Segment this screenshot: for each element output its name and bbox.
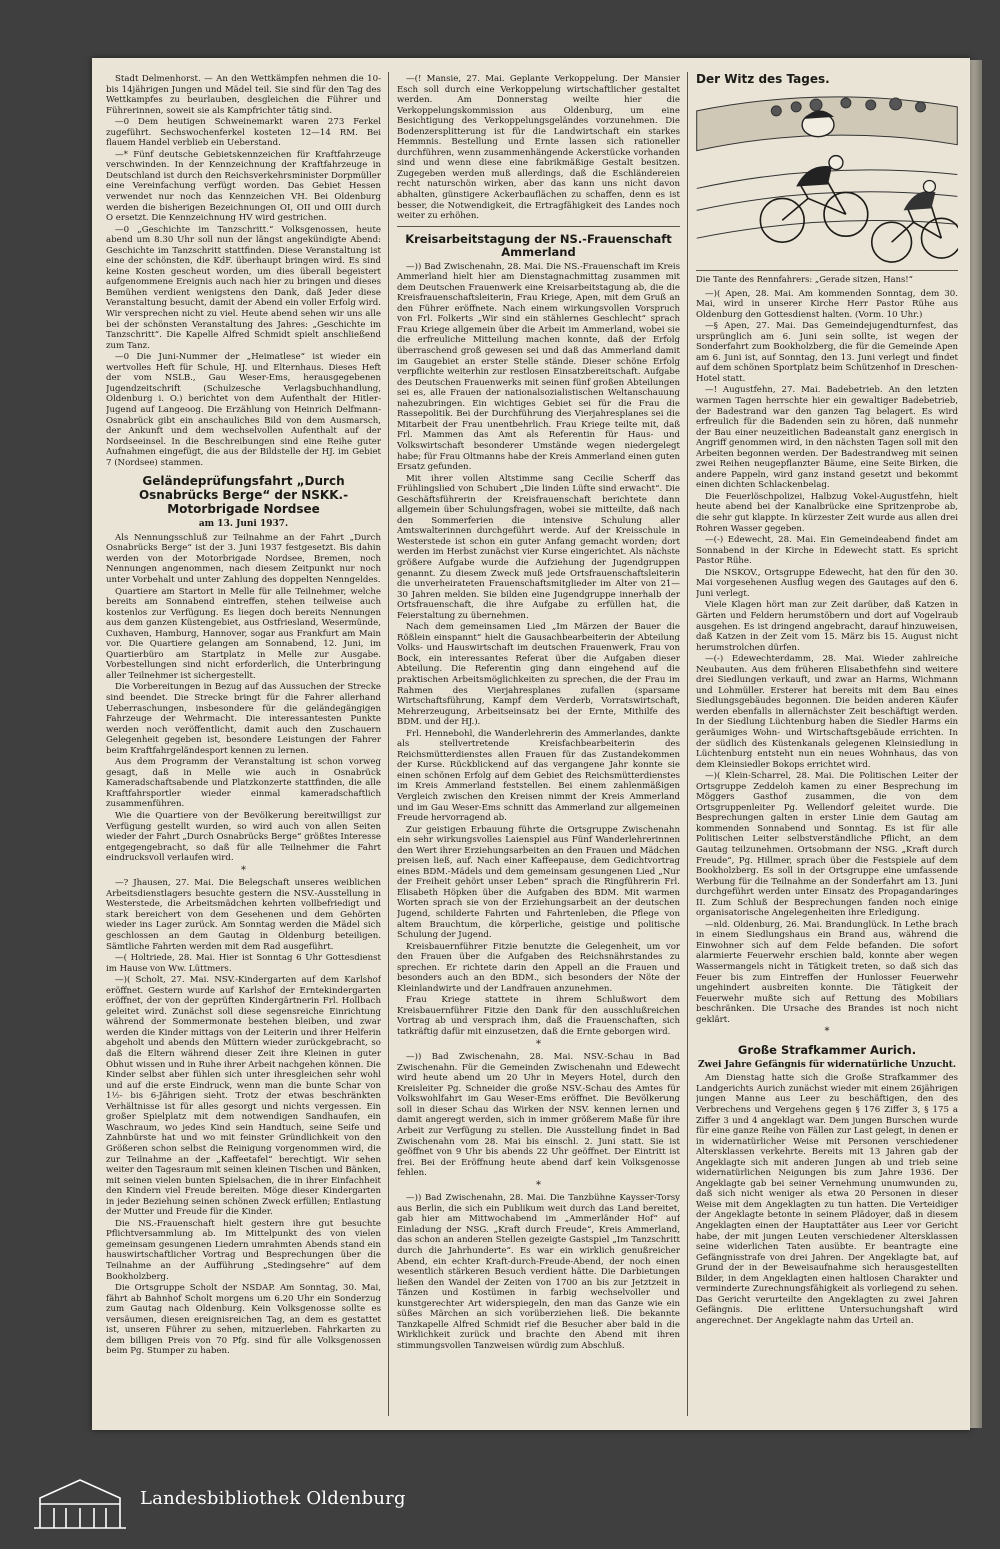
article-text: —0 Dem heutigen Schweinemarkt waren 273 Ferkel zugeführt. Sechswochenferkel kosteten 12—14 RM. Bei flauem Handel verblieb ein Ueberstand.: [106, 117, 381, 149]
article-text: Quartiere am Startort in Melle für alle Teilnehmer, welche bereits am Sonnabend eintreffen, stehen teilweise auch kostenlos zur Verfügung. Es liegen doch bereits Nennungen aus dem ganzen Küstengebiet, aus Ostfriesland, Wesermünde, Cuxhaven, Hamburg, Hannover, sogar aus Frankfurt am Main vor. Die Quartiere gelangen am Sonnabend, 12. Juni, im Quartierbüro am Startplatz in Melle zur Ausgabe. Vorbestellungen sind nicht erforderlich, die Unterbringung aller Teilnehmer ist sichergestellt.: [106, 586, 381, 681]
column-divider: [388, 72, 389, 1416]
article-text: Frau Kriege stattete in ihrem Schlußwort dem Kreisbauernführer Fitzie den Dank für den ausschlußreichen Vortrag ab und versprach ihm, daß die Frauenschaften, sich tatkräftig dafür mit einzusetzen, daß die Ernte geborgen wird.: [397, 995, 680, 1038]
separator-star: *: [536, 1179, 541, 1191]
separator-star: *: [824, 1026, 830, 1038]
column-2: [397, 74, 680, 1414]
article-text: —§ Apen, 27. Mai. Das Gemeindejugendturnfest, das ursprünglich am 6. Juni sein sollte, ist wegen der Sonderfahrt zum Bookholzberg, die für die Gemeinde Apen am 6. Juni ist, auf Sonntag, den 13. Juni verlegt und findet auf dem schönen Sportplatz beim Schützenhof in Dreschen-Hotel statt.: [696, 321, 958, 384]
article-text: Stadt Delmenhorst. — An den Wettkämpfen nehmen die 10- bis 14jährigen Jungen und Mädel teil. Sie sind für den Tag des Wettkampfes zu beurlauben, desgleichen die Führer und Führerinnen, soweit sie als Kampfrichter tätig sind.: [106, 74, 381, 116]
article-text: —)( Klein-Scharrel, 28. Mai. Die Politischen Leiter der Ortsgruppe Zeddeloh kamen zu einer Besprechung im Möggers Gasthof zusammen, die von dem Ortsgruppenleiter Pg. Wellendorf geleitet wurde. Die Besprechungen galten in erster Linie dem Gautag am kommenden Sonnabend und Sonntag. Es ist für alle Politischen Leiter selbstverständliche Pflicht, an dem Gautag teilzunehmen. Ortsobmann der NSG. „Kraft durch Freude“, Pg. Hillmer, sprach über die Festspiele auf dem Bookholzberg. Es soll in der Ortsgruppe eine umfassende Werbung für die Teilnahme an der Sonderfahrt am 13. Juni durchgeführt werden unter Einsatz des Propagandaringes II. Zum Schluß der Besprechungen fanden noch einige organisatorische Angelegenheiten ihre Erledigung.: [696, 771, 958, 919]
column-3: [696, 74, 958, 1414]
library-name: Landesbibliothek Oldenburg: [140, 1488, 406, 1509]
article-text: Die Vorbereitungen in Bezug auf das Aussuchen der Strecke sind beendet. Die Strecke bringt für die Fahrer allerhand Ueberraschungen, insbesondere für die geländegängigen Fahrzeuge der Wehrmacht. Die interessantesten Punkte werden noch veröffentlicht, damit auch den Zuschauern Gelegenheit gegeben ist, besondere Leistungen der Fahrer beim Kraftfahrgeländesport kennen zu lernen.: [106, 682, 381, 756]
article-text: —(-) Edewechterdamm, 28. Mai. Wieder zahlreiche Neubauten. Aus dem früheren Elisabethfehn sind weitere drei Siedlungen verkauft, und zwar an Harms, Wichmann und Lohmüller. Ersterer hat bereits mit dem Bau eines Siedlungsgebäudes begonnen. Die beiden anderen Käufer werden ebenfalls in allernächster Zeit beschäftigt werden. In der Siedlung Lüchtenburg haben die Siedler Harms ein geräumiges Wohn- und Wirtschaftsgebäude errichten. In der südlich des Küstenkanals gelegenen Kleinsiedlung in Lüchtenburg entsteht nun ein neues Wohnhaus, das von dem Kleinsiedler Bokops errichtet wird.: [696, 654, 958, 770]
article-text: —)) Bad Zwischenahn, 28. Mai. Die NS.-Frauenschaft im Kreis Ammerland hielt hier am Dienstagnachmittag zusammen mit dem Deutschen Frauenwerk eine Kreisarbeitstagung ab, die die Kreisfrauenschaftsleiterin, Frau Kriege, Apen, mit dem Gruß an den Führer eröffnete. Nach einem wirkungsvollen Vorspruch von Frl. Folkerts „Wir sind ein stählernes Geschlecht“ sprach Frau Kriege allgemein über die Arbeit im Ammerland, wobei sie die erfreuliche Mitteilung machen konnte, daß der Erfolg überraschend groß gewesen sei und daß das Ammerland damit im Gaugebiet an erster Stelle stände. Dieser schöne Erfolg verpflichte weiterhin zur restlosen Einsatzbereitschaft. Aufgabe des Deutschen Frauenwerks mit seinen fünf großen Abteilungen sei es, alle Frauen der nationalsozialistischen Weltanschauung nahezubringen. Ein wichtiges Gebiet sei für die Frau die Rassepolitik. Bei der Durchführung des Vierjahresplanes sei die Mitarbeit der Frau unentbehrlich. Frau Kriege teilte mit, daß Frl. Mammen das Amt als Referentin für Haus- und Volkswirtschaft besonderer Umstände wegen niedergelegt habe; für Frau Oltmanns habe der Kreis Ammerland einen guten Ersatz gefunden.: [397, 261, 680, 473]
article-text: Die NSKOV., Ortsgruppe Edewecht, hat den für den 30. Mai vorgesehenen Ausflug wegen des Gautages auf den 6. Juni verlegt.: [696, 567, 958, 599]
article-text: Wie die Quartiere von der Bevölkerung bereitwilligst zur Verfügung gestellt wurden, so wird auch von allen Seiten wieder der Fahrt „Durch Osnabrücks Berge“ größtes Interesse entgegengebracht, so daß für alle Teilnehmer die Fahrt eindrucksvoll verlaufen wird.: [106, 811, 381, 864]
article-text: Nach dem gemeinsamen Lied „Im Märzen der Bauer die Rößlein einspannt“ hielt die Gausachbearbeiterin der Abteilung Volks- und Hauswirtschaft im deutschen Frauenwerk, Frau von Bock, ein interessantes Referat über die Aufgaben dieser Abteilung. Die Referentin ging dann eingehend auf die praktischen Arbeitsmöglichkeiten zu sprechen, die der Frau im Rahmen des Vierjahresplanes zufallen (sparsame Wirtschaftsführung, Kampf dem Verderb, Vorratswirtschaft, Mehrerzeugung, Arbeitseinsatz bei der Ernte, Mithilfe des BDM. und der HJ.).: [397, 622, 680, 728]
footer-bar: [0, 1466, 1000, 1549]
separator-star: *: [241, 864, 246, 876]
article-text: —nld. Oldenburg, 26. Mai. Brandunglück. In Lethe brach in einem Siedlungshaus ein Brand aus, während die Einwohner sich auf dem Felde befanden. Die sofort alarmierte Feuerwehr erschien bald, konnte aber wegen Wassermangels nicht in Tätigkeit treten, so daß sich das Feuer bis zum Eintreffen der Hunlosser Feuerwehr ungehindert ausbreiten konnte. Die Tätigkeit der Feuerwehr mußte sich auf Rettung des Mobiliars beschränken. Die Ursache des Brandes ist noch nicht geklärt.: [696, 919, 958, 1025]
article-text: —0 Die Juni-Nummer der „Heimatlese“ ist wieder ein wertvolles Heft für Schule, HJ. und Elternhaus. Dieses Heft der vom NSLB., Gau Weser-Ems, herausgegebenen Jugendzeitschrift (Schulzesche Verlagsbuchhandlung, Oldenburg i. O.) berichtet von dem Aufenthalt der Hitler-Jugend auf Langeoog. Die Erzählung von Heinrich Delfmann-Osnabrück gibt ein anschauliches Bild von dem Ausmarsch, der Ankunft und dem wechselvollen Aufenthalt auf der Nordseeinsel. In die Beschreibungen sind eine Reihe guter Aufnahmen eingefügt, die aus der Bildstelle der HJ. im Gebiet 7 (Nordsee) stammen.: [106, 352, 381, 468]
article-text: Die Ortsgruppe Scholt der NSDAP. Am Sonntag, 30. Mai, fährt ab Bahnhof Scholt morgens um 6.20 Uhr ein Sonderzug zum Gautag nach Oldenburg. Kein Volksgenosse sollte es versäumen, diesen ereignisreichen Tag, an dem es gestattet ist, unseren Führer zu sehen, mitzuerleben. Fahrkarten zu dem billigen Preis von 70 Pfg. sind für alle Volksgenossen beim Pg. Stumper zu haben.: [106, 1283, 381, 1357]
article-text: Kreisbauernführer Fitzie benutzte die Gelegenheit, um vor den Frauen über die Aufgaben des Reichsnährstandes zu sprechen. Er richtete darin den Appell an die Frauen und besonders auch an den BDM., sich besonders der Nöte der Kleinlandwirte und der Landfrauen anzunehmen.: [397, 941, 680, 994]
article-text: —)) Bad Zwischenahn, 28. Mai. Die Tanzbühne Kaysser-Torsy aus Berlin, die sich ein Publikum weit durch das Land bereitet, gab hier am Mittwochabend im „Ammerländer Hof“ auf Einladung der NSG. „Kraft durch Freude“, Kreis Ammerland, das schon an anderen Stellen gezeigte Gastspiel „Im Tanzschritt durch die Jahrhunderte“. Es war ein wirklich genußreicher Abend, ein echter Kraft-durch-Freude-Abend, der noch einen wesentlich stärkeren Besuch verdient hätte. Die Darbietungen ließen den Wandel der Zeiten von 1700 an bis zur Jetztzeit in Tänzen und Kostümen in farbig wechselvoller und kunstgerechter Art widerspiegeln, den man das Ganze wie ein süßes Märchen an sich vorüberziehen ließ. Die bekannte Tanzkapelle Alfred Schmidt rief die Besucher aber bald in die Wirklichkeit zurück und brachte den Abend mit ihren stimmungsvollen Tanzweisen würdig zum Abschluß.: [397, 1193, 680, 1351]
column-divider: [687, 72, 688, 1416]
article-text: —! Augustfehn, 27. Mai. Badebetrieb. An den letzten warmen Tagen herrschte hier ein gewaltiger Badebetrieb, der Badestrand war den ganzen Tag belagert. Es wird erfreulich für die Badenden sein zu hören, daß nunmehr der Bau einer neuzeitlichen Badeanstalt ganz energisch in Angriff genommen wird, in den nächsten Tagen soll mit den Arbeiten begonnen werden. Der Badestrandweg mit seinen zwei Reihen neugepflanzter Bäume, eine Seite Birken, die andere Pappeln, wird ganz instand gesetzt und bekommt einen dichten Schlackenbelag.: [696, 385, 958, 491]
article-text: —)) Bad Zwischenahn, 28. Mai. NSV.-Schau in Bad Zwischenahn. Für die Gemeinden Zwischenahn und Edewecht wird heute abend um 20 Uhr in Meyers Hotel, durch den Kreisleiter Pg. Schneider die große NSV.-Schau des Amtes für Volkswohlfahrt im Gau Weser-Ems eröffnet. Die Bevölkerung soll in dieser Schau das Wirken der NSV. kennen lernen und damit angeregt werden, sich in immer größerem Maße für ihre Arbeit zur Verfügung zu stellen. Die Ausstellung findet in Bad Zwischenahn vom 28. Mai bis einschl. 2. Juni statt. Sie ist geöffnet von 9 Uhr bis abends 22 Uhr geöffnet. Der Eintritt ist frei. Bei der Eröffnung heute abend darf kein Volksgenosse fehlen.: [397, 1052, 680, 1179]
cartoon-caption: Die Tante des Rennfahrers: „Gerade sitzen, Hans!“: [696, 273, 913, 284]
article-headline: Große Strafkammer Aurich.: [737, 1042, 917, 1057]
article-headline: Kreisarbeitstagung der NS.-Frauenschaft Ammerland: [405, 231, 672, 259]
article-headline: Geländeprüfungsfahrt „Durch Osnabrücks Berge“ der NSKK.-Motorbrigade Nordsee: [138, 474, 349, 517]
article-text: Die NS.-Frauenschaft hielt gestern ihre gut besuchte Pflichtversammlung ab. Im Mittelpunkt des von vielen gemeinsam gesungenen Liedern umrahmten Abends stand ein hauswirtschaftlicher Vortrag und Besprechungen über die Teilnahme an der Aufführung „Stedingsehre“ auf dem Bookholzberg.: [106, 1218, 381, 1282]
article-text: Viele Klagen hört man zur Zeit darüber, daß Katzen in Gärten und Feldern herumstöbern und dort auf Vogelraub ausgehen. Es ist dringend angebracht, darauf hinzuweisen, daß Katzen in der Zeit vom 15. März bis 15. August nicht herumstrolchen dürfen.: [696, 600, 958, 653]
article-text: Mit ihrer vollen Altstimme sang Cecilie Scherff das Frühlingslied von Schubert „Die linden Lüfte sind erwacht“. Die Geschäftsführerin der Kreisfrauenschaft berichtete dann allgemein über Schulungsfragen, wobei sie mitteilte, daß nach den Sommerferien die intensive Schulung aller Amtswalterinnen durchgeführt werde. Auf der Kreisschule in Westerstede ist schon ein guter Anfang gemacht worden; dort werden im Herbst zunächst vier Kurse eingerichtet. Als nächste größere Aufgabe wurde die Aufziehung der Jugendgruppen genannt. Zu diesem Zweck muß jede Ortsfrauenschaftsleiterin die unverheirateten Frauenschaftsmitglieder im Alter von 21—30 Jahren melden. Sie bilden eine Jugendgruppe innerhalb der Ortsfrauenschaft, die ihre Aufgabe zu erfüllen hat, die Feierstaltung zu übernehmen.: [397, 473, 680, 621]
article-text: —? Jhausen, 27. Mai. Die Belegschaft unseres weiblichen Arbeitsdienstlagers besuchte gestern die NSV.-Ausstellung in Westerstede, die Arbeitsmädchen kehrten vollbefriedigt und stark bereichert von dem Gesehenen und dem Gehörten wieder ins Lager zurück. Am Sonntag werden die Mädel sich geschlossen an dem Gautag in Oldenburg beteiligen. Sämtliche Fahrten werden mit dem Rad ausgeführt.: [106, 878, 381, 952]
article-text: Am Dienstag hatte sich die Große Strafkammer des Landgerichts Aurich zunächst wieder mit einem 26jährigen jungen Manne aus Leer zu beschäftigen, den des Verbrechens und Vergehens gegen § 176 Ziffer 3, § 175 a Ziffer 3 und 4 angeklagt war. Dem jungen Burschen wurde für eine ganze Reihe von Fällen zur Last gelegt, in denen er in widernatürlicher Weise mit Personen verschiedener Altersklassen verkehrte. Bereits mit 13 Jahren gab der Angeklagte sich mit anderen Jungen ab und trieb seine widernatürlichen Neigungen bis zum Jahre 1936. Der Angeklagte gab bei seiner Vernehmung unumwunden zu, daß sich nicht weniger als etwa 20 Personen in dieser Weise mit dem Angeklagten zu tun hatten. Die Verteidiger der Angeklagte betonte in seinem Plädoyer, daß in diesem Angeklagten einen der Hauptattäter aus Leer vor Gericht habe, der mit jungen Leuten verschiedener Altersklassen seine widerlichen Taten ausübte. Er beantragte eine Gefängnisstrafe von drei Jahren. Der Angeklagte bat, auf Grund der in der Beweisaufnahme sich herausgestellten Bilder, in dem Angeklagten einen haltlosen Charakter und verminderte Zurechnungsfähigkeit als vorliegend zu sehen. Das Gericht verurteilte den Angeklagten zu zwei Jahren Gefängnis. Die erlittene Untersuchungshaft wird angerechnet. Der Angeklagte nahm das Urteil an.: [696, 1073, 958, 1326]
page-edge: [970, 60, 982, 1428]
newspaper-page: [92, 58, 970, 1430]
divider: [397, 226, 680, 227]
article-text: —0 „Geschichte im Tanzschritt.“ Volksgenossen, heute abend um 8.30 Uhr soll nun der längst angekündigte Abend: Geschichte im Tanzschritt stattfinden. Diese Veranstaltung ist eine der schönsten, die KdF. überhaupt bringen wird. Es sind keine Kosten gescheut worden, um dies überall begeistert aufgenommene Ereignis auch nach hier zu bringen und dieses Bemühen verdient wenigstens den Dank, daß Jeder diese Veranstaltung besucht, damit der Abend ein voller Erfolg wird. Wir versprechen nicht zu viel. Heute abend sehen wir uns alle bei der schönsten Veranstaltung des Jahres: „Geschichte im Tanzschritt“. Die Kapelle Alfred Schmidt spielt anschließend zum Tanz.: [106, 224, 381, 351]
separator-star: *: [536, 1038, 541, 1050]
library-building-icon: [30, 1474, 130, 1532]
article-text: Als Nennungsschluß zur Teilnahme an der Fahrt „Durch Osnabrücks Berge“ ist der 3. Juni 1937 festgesetzt. Bis dahin werden von der Motorbrigade Nordsee, Bremen, noch Nennungen angenommen, nach diesem Zeitpunkt nur noch unter Vorbehalt und unter Zahlung des doppelten Nenngeldes.: [106, 532, 381, 585]
article-text: —* Fünf deutsche Gebietskennzeichen für Kraftfahrzeuge verschwinden. In der Kennzeichnung der Kraftfahrzeuge in Deutschland ist durch den Reichsverkehrsminister Dorpmüller eine Vereinfachung verfügt worden. Das Gebiet Hessen verwendet nur noch das Kennzeichen VH. Bei Oldenburg werden die bisherigen Bezeichnungen OI, OII und OIII durch O ersetzt. Die Kennzeichnung HV wird gestrichen.: [106, 149, 381, 224]
article-subheadline: Zwei Jahre Gefängnis für widernatürliche Unzucht.: [697, 1059, 957, 1070]
article-text: Aus dem Programm der Veranstaltung ist schon vorweg gesagt, daß in Melle wie auch in Osnabrück Kameradschaftsabende und Platzkonzerte stattfinden, die alle Kraftfahrsportler wieder einmal kameradschaftlich zusammenführen.: [106, 757, 381, 810]
article-subheadline: am 13. Juni 1937.: [198, 519, 289, 530]
article-text: —)( Scholt, 27. Mai. NSV.-Kindergarten auf dem Karlshof eröffnet. Gestern wurde auf Karlshof der Erntekindergarten eröffnet, der von der geprüften Kindergärtnerin Frl. Hollbach geleitet wird. Zunächst soll diese segensreiche Einrichtung während der Sommermonate bestehen bleiben, und zwar werden die Kinder mittags von der Leiterin und ihrer Helferin abgeholt und abends den Müttern wieder zurückgebracht, so daß die Eltern während dieser Zeit ihre Kleinen in guter Obhut wissen und in Ruhe ihrer Arbeit nachgehen können. Die Kinder selbst aber fühlen sich unter ihresgleichen sehr wohl und auf die erste Eindruck, wenn man die bunte Schar von 1½- bis 6-Jährigen sieht. Trotz der etwas beschränkten Verhältnisse ist für alles gesorgt und nichts vergessen. Ein großer Spielplatz mit dem notwendigen Sandhaufen, ein Waschraum, wo jedes Kind sein Handtuch, seine Seife und Zahnbürste hat und wo mit feinster Gründlichkeit von den Größeren schon selbst die Reinigung vorgenommen wird, die zur Teilnahme an der „Kaffeetafel“ berechtigt. Wir sehen weiter den Tagesraum mit seinen kleinen Tischen und Bänken, mit seinen vielen bunten Spielsachen, die in ihrer Einfachheit den Kindern viel Freude bereiten. Möge dieser Kindergarten in jeder Beziehung seinen schönen Zweck erfüllen; Entlastung der Mutter und Freude für die Kinder.: [106, 975, 381, 1218]
article-text: —(! Mansie, 27. Mai. Geplante Verkoppelung. Der Mansier Esch soll durch eine Verkoppelung wirtschaftlicher gestaltet werden. Am Donnerstag weilte hier die Verkoppelungskommission aus Oldenburg, um eine Besichtigung des Verkoppelungsgeländes vorzunehmen. Die Bodenzersplitterung ist für die Landwirtschaft ein starkes Hemmnis. Bestellung und Ernte lassen sich rationeller durchführen, wenn zusammenhängende Ackerstücke vorhanden sind und wenn diese eine fabrikmäßige Gestalt besitzen. Zugegeben werden muß allerdings, daß die Eschländereien recht naturschön wirken, aber das kann uns nicht davon abhalten, günstigere Ackerbauflächen zu schaffen, denn es ist besser, die Notwendigkeit, die Ertragfähigkeit des Landes noch weiter zu erhöhen.: [397, 74, 680, 222]
cartoon-title: Der Witz des Tages.: [696, 74, 830, 86]
column-1: [106, 74, 381, 1414]
article-text: Die Feuerlöschpolizei, Halbzug Vokel-Augustfehn, hielt heute abend bei der Kanalbrücke eine Spritzenprobe ab, die sehr gut klappte. In kürzester Zeit wurde aus allen drei Rohren Wasser gegeben.: [696, 491, 958, 534]
article-text: —)( Apen, 28. Mai. Am kommenden Sonntag, dem 30. Mai, wird in unserer Kirche Herr Pastor Rühe aus Oldenburg den Gottesdienst halten. (Vorm. 10 Uhr.): [696, 288, 958, 320]
article-text: Zur geistigen Erbauung führte die Ortsgruppe Zwischenahn ein sehr wirkungsvolles Laienspiel aus Fünf Wanderlehrerinnen den Wert ihrer Erziehungsarbeiten an den Frauen und Mädchen preisen ließ, auf. Nach einer Kaffeepause, dem Gedichtvortrag eines BDM.-Mädels und dem gemeinsam gesungenen Lied „Nur der Freiheit gehört unser Leben“ sprach die Ringführerin Frl. Elisabeth Höpken über die Aufgaben des BDM. Mit warmen Worten sprach sie von der Erziehungsarbeit an der deutschen Jugend, schilderte Fahrten und Fahrtenleben, die Pflege von altem Brauchtum, die körperliche, geistige und politische Schulung der Jugend.: [397, 824, 680, 941]
article-text: —(-) Edewecht, 28. Mai. Ein Gemeindeabend findet am Sonnabend in der Kirche in Edewecht statt. Es spricht Pastor Rühe.: [696, 535, 958, 567]
article-text: —( Holtriede, 28. Mai. Hier ist Sonntag 6 Uhr Gottesdienst im Hause von Ww. Lüttmers.: [106, 953, 381, 974]
cyclist-cartoon-icon: [696, 89, 958, 271]
article-text: Frl. Hennebohl, die Wanderlehrerin des Ammerlandes, dankte als stellvertretende Kreisfachbearbeiterin des Reichsmütterdienstes allen Frauen für das Zustandekommen der Kurse. Rückblickend auf das vergangene Jahr konnte sie einen schönen Erfolg auf dem Gebiet des Reichsmütterdienstes im Kreis Ammerland feststellen. Bei einem zahlenmäßigen Vergleich zwischen den Kreisen nimmt der Kreis Ammerland und im Gau Weser-Ems schnitt das Ammerland zur allgemeinen Freude hervorragend ab.: [397, 728, 680, 824]
